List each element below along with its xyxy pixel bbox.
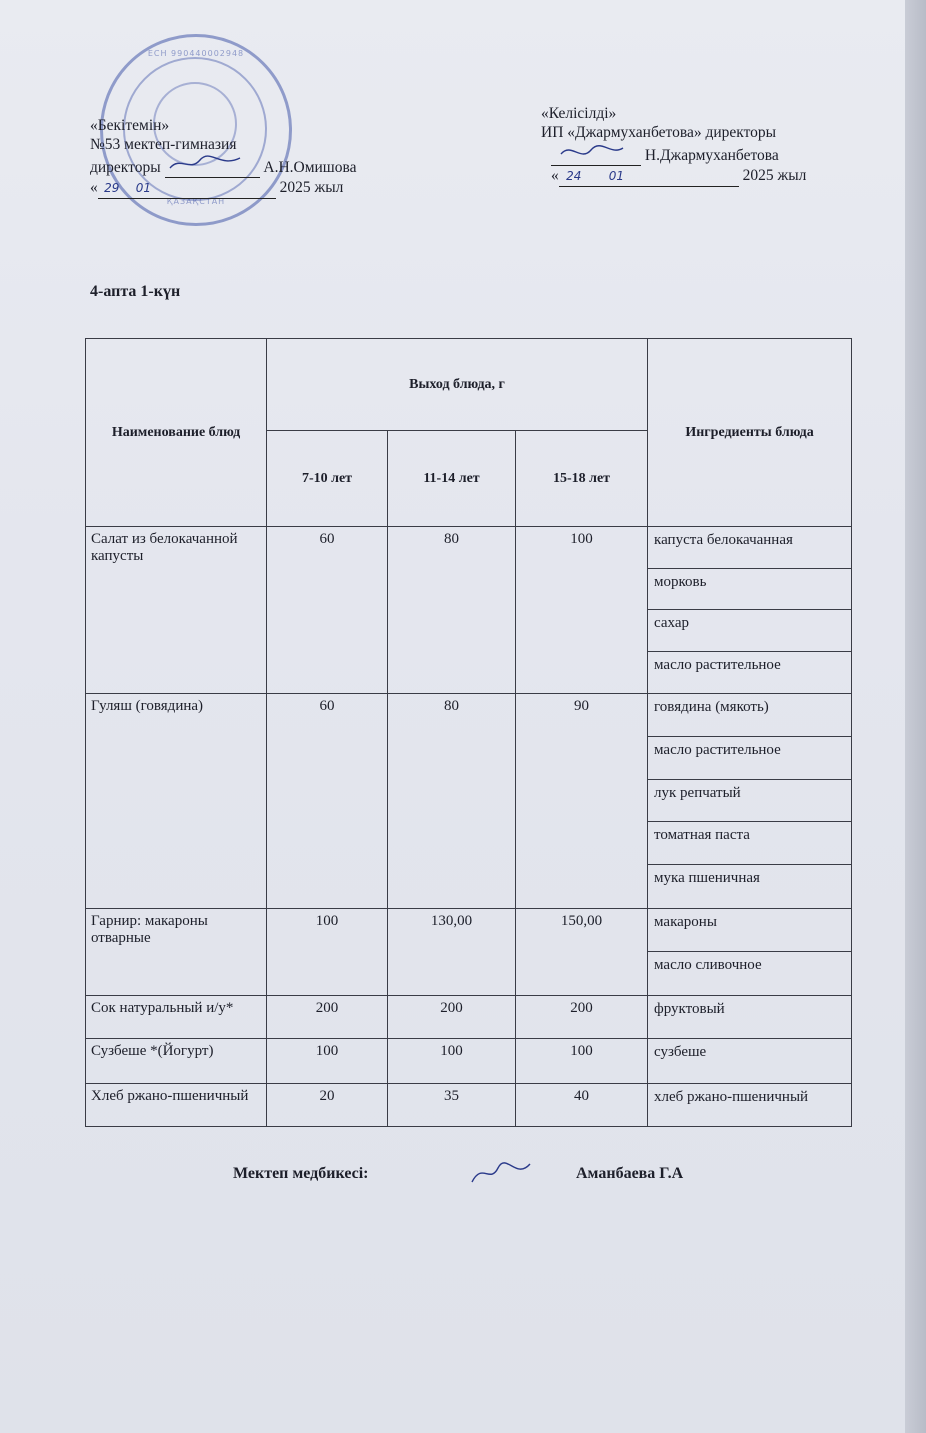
approval-left-role: директоры <box>90 159 161 176</box>
approval-right-org: ИП «Джармуханбетова» директоры <box>541 124 777 141</box>
page-title: 4-апта 1-күн <box>90 283 181 300</box>
date-month: 01 <box>589 167 739 187</box>
ingredient-item: масло растительное <box>654 656 781 673</box>
ingredient-item: лук репчатый <box>648 780 851 823</box>
date-open-quote: « <box>551 167 559 184</box>
ingredients-list <box>648 527 851 693</box>
ingredient-item: морковь <box>648 569 851 611</box>
approval-left <box>90 116 357 199</box>
date-year: 2025 жыл <box>742 167 807 184</box>
menu-table <box>85 338 852 1127</box>
yield-7-10-cell: 20 <box>267 1083 388 1126</box>
yield-15-18-cell: 150,00 <box>516 908 648 995</box>
header-yield: Выход блюда, г <box>267 339 648 431</box>
yield-11-14-cell: 80 <box>388 527 516 694</box>
footer-label: Мектеп медбикесі: <box>233 1165 369 1182</box>
ingredient-item: макароны <box>648 909 851 952</box>
ingredient-item: сузбеше <box>654 1043 707 1060</box>
yield-11-14-cell: 100 <box>388 1038 516 1083</box>
table-row <box>86 995 852 1038</box>
header-ingredients: Ингредиенты блюда <box>648 339 852 527</box>
footer-name: Аманбаева Г.А <box>576 1165 684 1182</box>
signature-icon <box>551 142 631 160</box>
background-edge <box>905 0 926 1433</box>
date-day: 24 <box>559 167 589 187</box>
ingredients-list <box>648 694 851 908</box>
stamp-text-bottom: ҚАЗАҚСТАН <box>166 197 226 206</box>
table-row <box>86 694 852 909</box>
approval-left-name: А.Н.Омишова <box>263 159 357 176</box>
ingredients-cell <box>648 527 852 694</box>
ingredients-cell <box>648 995 852 1038</box>
approval-right-date <box>541 166 806 187</box>
ingredient-item: сахар <box>648 610 851 652</box>
dish-name-cell: Салат из белокачанной капусты <box>86 527 267 694</box>
approval-right <box>541 104 806 187</box>
dish-name-cell: Гарнир: макароны отварные <box>86 908 267 995</box>
approval-left-date <box>90 178 357 199</box>
table-row <box>86 1083 852 1126</box>
approval-right-signature-line <box>541 142 806 166</box>
yield-7-10-cell: 60 <box>267 527 388 694</box>
yield-7-10-cell: 100 <box>267 908 388 995</box>
yield-7-10-cell: 60 <box>267 694 388 909</box>
yield-11-14-cell: 200 <box>388 995 516 1038</box>
signature-icon <box>165 154 245 172</box>
table-row <box>86 1038 852 1083</box>
header-age-11-14: 11-14 лет <box>388 431 516 527</box>
signature-line <box>165 154 260 178</box>
dish-name-cell: Хлеб ржано-пшеничный <box>86 1083 267 1126</box>
ingredient-item: говядина (мякоть) <box>648 694 851 737</box>
date-month: 01 <box>126 179 276 199</box>
ingredient-item: масло растительное <box>648 737 851 780</box>
dish-name-cell: Сузбеше *(Йогурт) <box>86 1038 267 1083</box>
yield-15-18-cell: 100 <box>516 527 648 694</box>
ingredients-list <box>648 1084 851 1126</box>
ingredient-item: капуста белокачанная <box>648 527 851 569</box>
ingredients-list <box>648 909 851 995</box>
yield-7-10-cell: 200 <box>267 995 388 1038</box>
header-age-15-18: 15-18 лет <box>516 431 648 527</box>
approval-left-signature-line <box>90 154 357 178</box>
yield-15-18-cell: 40 <box>516 1083 648 1126</box>
nurse-signature-icon <box>468 1158 538 1188</box>
ingredients-cell <box>648 694 852 909</box>
ingredient-item: фруктовый <box>654 1000 725 1017</box>
header-age-7-10: 7-10 лет <box>267 431 388 527</box>
header-dish-name: Наименование блюд <box>86 339 267 527</box>
ingredient-item: томатная паста <box>648 822 851 865</box>
date-year: 2025 жыл <box>279 179 344 196</box>
approval-right-name: Н.Джармуханбетова <box>644 147 779 164</box>
yield-15-18-cell: 100 <box>516 1038 648 1083</box>
yield-11-14-cell: 80 <box>388 694 516 909</box>
stamp-text-top: ЕСН 990440002948 <box>147 49 245 58</box>
date-day: 29 <box>98 179 126 199</box>
approval-right-heading: «Келісілді» <box>541 105 617 122</box>
table-row <box>86 908 852 995</box>
yield-7-10-cell: 100 <box>267 1038 388 1083</box>
date-open-quote: « <box>90 179 98 196</box>
ingredients-cell <box>648 1083 852 1126</box>
yield-15-18-cell: 200 <box>516 995 648 1038</box>
dish-name-cell: Гуляш (говядина) <box>86 694 267 909</box>
ingredients-cell <box>648 1038 852 1083</box>
approval-left-org: №53 мектеп-гимназия <box>90 136 237 153</box>
yield-11-14-cell: 130,00 <box>388 908 516 995</box>
approval-left-heading: «Бекітемін» <box>90 117 170 134</box>
ingredients-cell <box>648 908 852 995</box>
ingredients-list <box>648 1039 851 1083</box>
ingredient-item: хлеб ржано-пшеничный <box>654 1088 809 1105</box>
menu-table-body <box>86 527 852 1127</box>
dish-name-cell: Сок натуральный и/у* <box>86 995 267 1038</box>
ingredient-item: масло сливочное <box>654 956 762 973</box>
ingredient-item: мука пшеничная <box>654 870 760 887</box>
table-row <box>86 527 852 694</box>
signature-line <box>551 142 641 166</box>
ingredients-list <box>648 996 851 1038</box>
yield-11-14-cell: 35 <box>388 1083 516 1126</box>
yield-15-18-cell: 90 <box>516 694 648 909</box>
